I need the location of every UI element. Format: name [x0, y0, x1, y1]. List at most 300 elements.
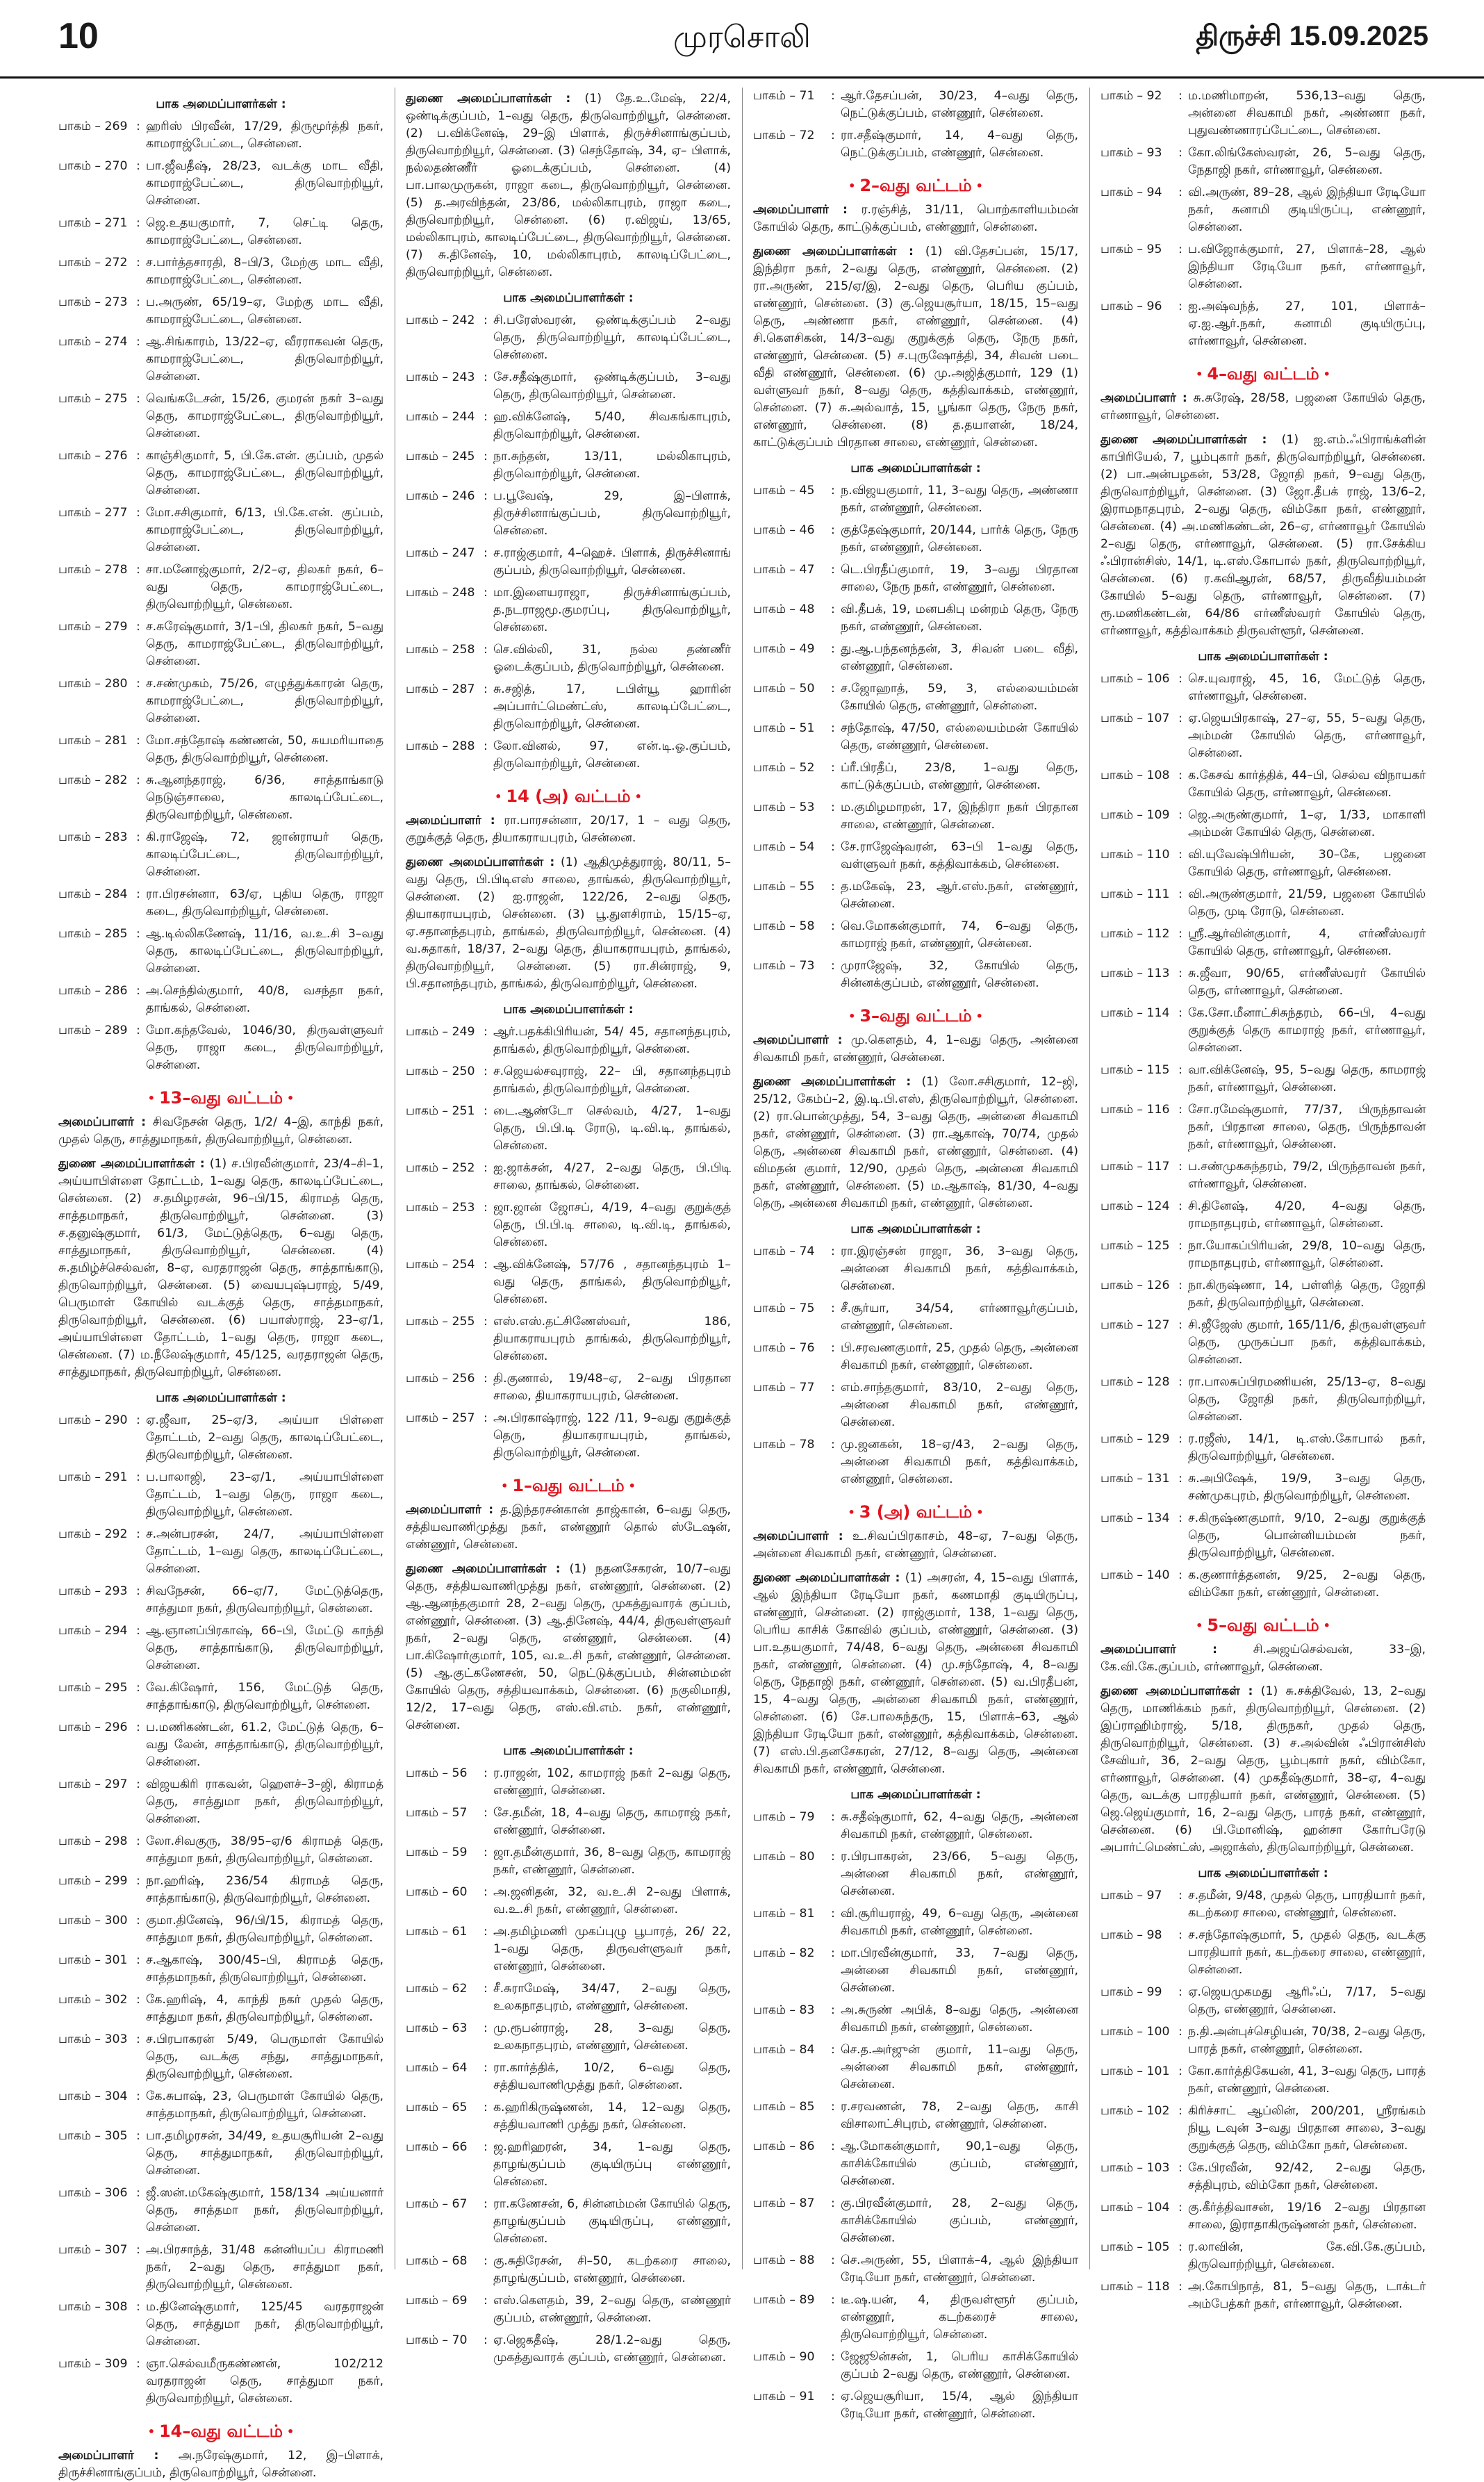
- separator: :: [1178, 1318, 1182, 1332]
- role-details: உ.சிவப்பிரகாசம், 48–ஏ, 7–வது தெரு, அன்னை சிவகாமி நகர், எண்ணூர், சென்னை.: [753, 1529, 1078, 1561]
- booth-number: பாகம் – 271: [58, 216, 128, 230]
- separator: :: [484, 1315, 488, 1329]
- booth-number: பாகம் – 74: [753, 1244, 815, 1258]
- booth-entry: [753, 878, 1078, 913]
- booth-entry: [1100, 710, 1426, 762]
- booth-number: பாகம் – 86: [753, 2139, 815, 2153]
- booth-organiser: மு.ரூபன்ராஜ், 28, 3–வது தெரு, உலகநாதபுரம், எண்ணூர், சென்னை.: [493, 2021, 731, 2053]
- subsection-heading: பாக அமைப்பாளர்கள் :: [850, 461, 981, 475]
- role-label: துணை அமைப்பாளர்கள் :: [1100, 433, 1267, 447]
- booth-entry: [406, 1765, 731, 1800]
- booth-number: பாகம் – 97: [1100, 1889, 1162, 1902]
- role-label: துணை அமைப்பாளர்கள் :: [753, 1571, 900, 1585]
- booth-number: பாகம் – 81: [753, 1907, 815, 1921]
- booth-entry: [58, 2128, 384, 2180]
- separator: :: [1178, 1568, 1182, 1582]
- booth-organiser: ப.விஜோக்குமார், 27, பிளாக்–28, ஆல் இந்தியா ரேடியோ நகர், எர்ணாவூர், சென்னை.: [1188, 243, 1426, 291]
- booth-organiser: ரா.கார்த்திக், 10/2, 6–வது தெரு, சத்தியவாணிமுத்து நகர், சென்னை.: [493, 2061, 731, 2092]
- booth-entry: [753, 561, 1078, 596]
- separator: :: [136, 1681, 140, 1695]
- booth-number: பாகம் – 45: [753, 484, 815, 498]
- booth-organiser: சு.அபிஷேக், 19/9, 3–வது தெரு, சண்முகபுரம், திருவொற்றியூர், சென்னை.: [1188, 1472, 1426, 1503]
- separator: :: [1178, 1006, 1182, 1020]
- booth-entry: [406, 1844, 731, 1879]
- booth-entry: [406, 584, 731, 636]
- booth-entry: [1100, 2278, 1426, 2313]
- booth-number: பாகம் – 258: [406, 643, 475, 657]
- booth-organiser: ச.சண்முகம், 75/26, எழுத்துக்காரன் தெரு, காமராஜ்பேட்டை, திருவொற்றியூர், சென்னை.: [146, 677, 384, 725]
- booth-organiser: சு.ஆனந்தராஜ், 6/36, சாத்தாங்காடு நெடுஞ்சாலை, காலடிப்பேட்டை, திருவொற்றியூர், சென்னை.: [146, 773, 384, 822]
- separator: :: [136, 1584, 140, 1598]
- booth-entry: [1100, 807, 1426, 841]
- booth-entry: [753, 2002, 1078, 2037]
- separator: :: [136, 2243, 140, 2257]
- booth-organiser: மா.இளையராஜா, திருச்சினாங்குப்பம், த.நடராஜமூ.குமரப்பு, திருவொற்றியூர், சென்னை.: [493, 586, 731, 634]
- organiser-paragraph: [753, 1570, 1078, 1778]
- role-label: துணை அமைப்பாளர்கள் :: [406, 92, 571, 106]
- booth-entry: [753, 1300, 1078, 1335]
- booth-organiser: அ.கோபிநாத், 81, 5–வது தெரு, டாக்டர் அம்பேத்கர் நகர், எர்ணாவூர், சென்னை.: [1188, 2280, 1426, 2311]
- booth-organiser: நா.கிருஷ்ணா, 14, பள்ளித் தெரு, ஜோதி நகர், திருவொற்றியூர், சென்னை.: [1188, 1279, 1426, 1310]
- separator: :: [831, 642, 835, 656]
- booth-organiser: ப.சண்முகசுந்தரம், 79/2, பிருந்தாவன் நகர், எர்ணாவூர், சென்னை.: [1188, 1160, 1426, 1191]
- booth-organiser: மோ.கந்தவேல், 1046/30, திருவள்ளுவர் தெரு, ராஜா கடை, திருவொற்றியூர், சென்னை.: [146, 1024, 384, 1072]
- booth-number: பாகம் – 83: [753, 2003, 815, 2017]
- booth-number: பாகம் – 245: [406, 450, 475, 463]
- booth-number: பாகம் – 307: [58, 2243, 128, 2257]
- column-divider: [742, 88, 743, 2269]
- booth-entry: [1100, 1101, 1426, 1153]
- booth-organiser: கே.பிரவீன், 92/42, 2–வது தெரு, சத்திபுரம், விம்கோ நகர், சென்னை.: [1188, 2161, 1426, 2192]
- booth-organiser: மா.பிரவீன்குமார், 33, 7–வது தெரு, அன்னை சிவகாமி நகர், எண்ணூர், சென்னை.: [841, 1946, 1078, 1995]
- booth-entry: [753, 2041, 1078, 2094]
- column-2: [406, 88, 732, 2365]
- booth-organiser: மு.ஜனகன், 18–ஏ/43, 2–வது தெரு, அன்னை சிவகாமி நகர், கத்திவாக்கம், எண்ணூர், சென்னை.: [841, 1438, 1078, 1486]
- booth-entry: [58, 2031, 384, 2083]
- booth-number: பாகம் – 297: [58, 1777, 128, 1791]
- separator: :: [484, 682, 488, 696]
- booth-organiser: ம.குமிழமாறன், 17, இந்திரா நகர் பிரதான சாலை, எண்ணூர், சென்னை.: [841, 800, 1078, 832]
- separator: :: [136, 1720, 140, 1734]
- booth-entry: [58, 886, 384, 921]
- booth-number: பாகம் – 304: [58, 2089, 128, 2103]
- organiser-paragraph: [1100, 1641, 1426, 1676]
- role-label: அமைப்பாளர் :: [406, 814, 495, 828]
- booth-number: பாகம் – 124: [1100, 1199, 1170, 1213]
- booth-organiser: த.மகேஷ், 23, ஆர்.எஸ்.நகர், எண்ணூர், சென்னை.: [841, 880, 1078, 911]
- organiser-paragraph: [753, 1032, 1078, 1067]
- booth-organiser: நா.ஹரிஷ், 236/54 கிராமத் தெரு, சாத்தாங்காடு, திருவொற்றியூர், சென்னை.: [146, 1874, 384, 1905]
- booth-entry: [1100, 2199, 1426, 2234]
- booth-number: பாகம் – 85: [753, 2100, 815, 2114]
- booth-organiser: க.குணார்த்தனன், 9/25, 2–வது தெரு, விம்கோ நகர், எண்ணூர், சென்னை.: [1188, 1568, 1426, 1600]
- booth-entry: [58, 1469, 384, 1521]
- booth-entry: [406, 738, 731, 773]
- booth-organiser: ம.மணிமாறன், 536,13–வது தெரு, அன்னை சிவகாமி நகர், அண்ணா நகர், புதுவண்ணாரப்பேட்டை, சென்னை.: [1188, 89, 1426, 138]
- booth-number: பாகம் – 280: [58, 677, 128, 691]
- booth-number: பாகம் – 77: [753, 1381, 815, 1395]
- subsection-heading: பாக அமைப்பாளர்கள் :: [503, 1003, 634, 1017]
- booth-number: பாகம் – 103: [1100, 2161, 1170, 2175]
- role-details: அ.நரேஷ்குமார், 12, இ–பிளாக், திருச்சினாங்குப்பம், திருவொற்றியூர், சென்னை.: [58, 2449, 384, 2480]
- booth-number: பாகம் – 256: [406, 1372, 475, 1386]
- separator: :: [1178, 1199, 1182, 1213]
- booth-number: பாகம் – 301: [58, 1953, 128, 1967]
- booth-number: பாகம் – 105: [1100, 2240, 1170, 2254]
- booth-organiser: அ.பிரகாஷ்ராஜ், 122 /11, 9–வது குறுக்குத் தெரு, தியாகராயபுரம், தாங்கல், திருவொற்றியூர், சென்னை.: [493, 1411, 731, 1460]
- booth-entry: [406, 2332, 731, 2367]
- separator: :: [136, 335, 140, 349]
- booth-entry: [406, 1160, 731, 1194]
- role-details: மு.கௌதம், 4, 1–வது தெரு, அன்னை சிவகாமி நகர், எண்ணூர், சென்னை.: [753, 1033, 1078, 1065]
- role-label: அமைப்பாளர் :: [1100, 1643, 1217, 1657]
- booth-organiser: டீ.ஷ.யன், 4, திருவள்ளூர் குப்பம், எண்ணூர், கடற்கரைச் சாலை, திருவொற்றியூர், சென்னை.: [841, 2293, 1078, 2342]
- separator: :: [1178, 146, 1182, 160]
- booth-organiser: கோ.கார்த்திகேயன், 41, 3–வது தெரு, பாரத் நகர், எண்ணூர், சென்னை.: [1188, 2064, 1426, 2096]
- booth-entry: [753, 2292, 1078, 2344]
- separator: :: [136, 830, 140, 844]
- booth-entry: [406, 2292, 731, 2327]
- booth-organiser: து.ஆ.பந்தனந்தன், 3, சிவன் படை வீதி, எண்ணூர், சென்னை.: [841, 642, 1078, 673]
- booth-organiser: கு.சுதிரேசன், சி–50, கடற்கரை சாலை, தாழங்குப்பம், எண்ணூர், சென்னை.: [493, 2254, 731, 2285]
- separator: :: [831, 1907, 835, 1921]
- booth-number: பாகம் – 95: [1100, 243, 1162, 256]
- booth-organiser: அ.தமிழ்மணி முகப்புழு பூபாரத், 26/ 22, 1–வது தெரு, திருவள்ளுவர் நகர், எண்ணூர், சென்னை.: [493, 1925, 731, 1973]
- booth-number: பாகம் – 279: [58, 620, 128, 634]
- booth-organiser: சு.சதீஷ்குமார், 62, 4–வது தெரு, அன்னை சிவகாமி நகர், எண்ணூர், சென்னை.: [841, 1810, 1078, 1841]
- separator: :: [484, 739, 488, 753]
- separator: :: [136, 392, 140, 406]
- separator: :: [831, 563, 835, 577]
- organiser-paragraph: [406, 812, 731, 847]
- booth-number: பாகம் – 58: [753, 919, 815, 933]
- booth-organiser: ஐ.அஷ்வந்த், 27, 101, பிளாக்–ஏ.ஐ.ஆர்.நகர், சுனாமி குடியிருப்பு, எர்ணாவூர், சென்னை.: [1188, 299, 1426, 348]
- booth-entry: [753, 958, 1078, 992]
- booth-entry: [406, 2099, 731, 2134]
- separator: :: [484, 410, 488, 424]
- separator: :: [136, 984, 140, 998]
- separator: :: [1178, 1928, 1182, 1942]
- booth-number: பாகம் – 110: [1100, 848, 1170, 862]
- booth-entry: [58, 1912, 384, 1947]
- booth-entry: [58, 1526, 384, 1578]
- booth-entry: [1100, 1198, 1426, 1233]
- separator: :: [1178, 967, 1182, 980]
- booth-organiser: ஆர்.பதக்கிபிரியன், 54/ 45, சதானந்தபுரம், தாங்கல், திருவொற்றியூர், சென்னை.: [493, 1025, 731, 1056]
- booth-organiser: கே.சோ.மீனாட்சிசுந்தரம், 66–பி, 4–வது குறுக்குத் தெரு காமராஜ் நகர், எர்ணாவூர், சென்னை.: [1188, 1006, 1426, 1055]
- booth-entry: [753, 2195, 1078, 2247]
- booth-organiser: ச.சந்தோஷ்குமார், 5, முதல் தெரு, வடக்கு பாரதியார் நகர், கடற்கரை சாலை, எண்ணூர், சென்னை.: [1188, 1928, 1426, 1977]
- booth-organiser: சீ.சூர்யா, 34/54, எர்ணாவூர்குப்பம், எண்ணூர், சென்னை.: [841, 1301, 1078, 1333]
- booth-entry: [1100, 671, 1426, 705]
- booth-number: பாகம் – 274: [58, 335, 128, 349]
- booth-organiser: டெ.பிரதீப்குமார், 19, 3–வது பிரதான சாலை, நேரு நகர், எண்ணூர், சென்னை.: [841, 563, 1078, 594]
- booth-entry: [58, 1412, 384, 1464]
- booth-number: பாகம் – 84: [753, 2043, 815, 2057]
- separator: :: [136, 2089, 140, 2103]
- booth-number: பாகம் – 50: [753, 682, 815, 696]
- booth-number: பாகம் – 140: [1100, 1568, 1170, 1582]
- booth-entry: [58, 1679, 384, 1714]
- separator: :: [1178, 89, 1182, 103]
- separator: :: [484, 370, 488, 384]
- separator: :: [136, 887, 140, 901]
- booth-entry: [58, 294, 384, 329]
- booth-number: பாகம் – 82: [753, 1946, 815, 1960]
- booth-number: பாகம் – 251: [406, 1104, 475, 1118]
- subsection-heading: பாக அமைப்பாளர்கள் :: [1198, 650, 1328, 664]
- separator: :: [484, 450, 488, 463]
- booth-number: பாகம் – 285: [58, 927, 128, 941]
- role-label: துணை அமைப்பாளர்கள் :: [406, 855, 555, 869]
- ward-heading: • 14–வது வட்டம் •: [58, 2420, 384, 2443]
- booth-number: பாகம் – 276: [58, 449, 128, 463]
- booth-entry: [406, 1410, 731, 1462]
- booth-entry: [58, 1833, 384, 1868]
- booth-organiser: ஜேஜூன்சன், 1, பெரிய காசிக்கோயில் குப்பம் 2–வது தெரு, எண்ணூர், சென்னை.: [841, 2350, 1078, 2381]
- booth-entry: [1100, 1887, 1426, 1922]
- booth-entry: [406, 2060, 731, 2094]
- booth-number: பாகம் – 288: [406, 739, 475, 753]
- booth-entry: [1100, 1567, 1426, 1602]
- separator: :: [1178, 769, 1182, 782]
- booth-entry: [753, 1848, 1078, 1900]
- booth-number: பாகம் – 305: [58, 2129, 128, 2143]
- separator: :: [831, 602, 835, 616]
- booth-number: பாகம் – 76: [753, 1341, 815, 1355]
- booth-number: பாகம் – 292: [58, 1527, 128, 1541]
- separator: :: [484, 1161, 488, 1175]
- separator: :: [484, 313, 488, 327]
- booth-organiser: வி.அருண்குமார், 21/59, பஜனை கோயில் தெரு, முடி ரோடு, சென்னை.: [1188, 887, 1426, 919]
- booth-organiser: ஹ.விக்னேஷ், 5/40, சிவகங்காபுரம், திருவொற்றியூர், சென்னை.: [493, 410, 731, 441]
- booth-number: பாகம் – 128: [1100, 1375, 1170, 1389]
- booth-entry: [1100, 2239, 1426, 2274]
- booth-organiser: ந.விஜயகுமார், 11, 3–வது தெரு, அண்ணா நகர், எண்ணூர், சென்னை.: [841, 484, 1078, 515]
- booth-number: பாகம் – 75: [753, 1301, 815, 1315]
- separator: :: [484, 1846, 488, 1859]
- booth-entry: [406, 1805, 731, 1839]
- booth-organiser: அ.ஜனிதன், 32, வ.உ.சி 2–வது பிளாக், வ.உ.சி நகர், எண்ணூர், சென்னை.: [493, 1885, 731, 1916]
- role-label: துணை அமைப்பாளர்கள் :: [406, 1562, 561, 1576]
- booth-entry: [1100, 298, 1426, 350]
- booth-organiser: ஏ.ஜீவா, 25–ஏ/3, அய்யா பிள்ளை தோட்டம், 2–வது தெரு, காலடிப்பேட்டை, திருவொற்றியூர், சென்னை.: [146, 1413, 384, 1462]
- booth-organiser: தி.குணால், 19/48–ஏ, 2–வது பிரதான சாலை, தியாகராயபுரம், சென்னை.: [493, 1372, 731, 1403]
- booth-number: பாகம் – 114: [1100, 1006, 1170, 1020]
- booth-entry: [753, 2098, 1078, 2133]
- booth-entry: [58, 215, 384, 249]
- booth-number: பாகம் – 303: [58, 2032, 128, 2046]
- booth-number: பாகம் – 47: [753, 563, 815, 577]
- booth-number: பாகம் – 294: [58, 1624, 128, 1638]
- booth-organiser: ர.ராஜன், 102, காமராஜ் நகர் 2–வது தெரு, எண்ணூர், சென்னை.: [493, 1766, 731, 1798]
- separator: :: [136, 120, 140, 133]
- booth-organiser: சு.ஜீவா, 90/65, எர்ணீஸ்வரர் கோயில் தெரு, எர்ணாவூர், சென்னை.: [1188, 967, 1426, 998]
- booth-number: பாகம் – 88: [753, 2253, 815, 2267]
- booth-entry: [753, 799, 1078, 834]
- booth-entry: [58, 1622, 384, 1675]
- separator: :: [484, 1982, 488, 1996]
- booth-number: பாகம் – 62: [406, 1982, 468, 1996]
- role-details: (1) ச.பிரவீன்குமார், 23/4–சி–1, அய்யாபிள்ளை தோட்டம், 1–வது தெரு, காலடிப்பேட்டை, சென்னை. (2) ச.தமிழரசன், 96–பி/15, கிராமத் தெரு, சாத்தமாநகர், திருவொற்றியூர், சென்னை. (3) ச.தனுஷ்குமார், 61/3, மேட்டுத்தெரு, 6–வது தெரு, சாத்துமாநகர், திருவொற்றியூர், சென்னை. (4) சு.தமிழ்ச்செல்வன், 8–ஏ, வரதராஜன் தெரு, சாத்தாங்காடு, திருவொற்றியூர், சென்னை. (5) வையபுஷ்பராஜ், 5/49, பெருமாள் கோயில் வடக்குத் தெரு, சாத்தமாநகர், திருவொற்றியூர், சென்னை. (6) பயாஸ்ராஜ், 23–ஏ/1, அய்யாபிள்ளை தோட்டம், 1–வது தெரு, ராஜா கடை, சென்னை. (7) ம.நீலேஷ்குமார், 45/125, வரதராஜன் தெரு, சாத்துமாநகர், திருவொற்றியூர், சென்னை.: [58, 1157, 384, 1379]
- booth-entry: [753, 1340, 1078, 1374]
- booth-organiser: வெங்கடேசன், 15/26, குமரன் நகர் 3–வது தெரு, காமராஜ்பேட்டை, திருவொற்றியூர், சென்னை.: [146, 392, 384, 441]
- separator: :: [831, 2043, 835, 2057]
- booth-organiser: ப.மணிகண்டன், 61.2, மேட்டுத் தெரு, 6–வது லேன், சாத்தாங்காடு, திருவொற்றியூர், சென்னை.: [146, 1720, 384, 1769]
- booth-organiser: சே.ராஜேஷ்வரன், 63–பி 1–வது தெரு, வள்ளுவர் நகர், கத்திவாக்கம், சென்னை.: [841, 840, 1078, 871]
- separator: :: [831, 2390, 835, 2403]
- separator: :: [1178, 1239, 1182, 1253]
- ward-heading: • 4–வது வட்டம் •: [1100, 363, 1426, 386]
- booth-entry: [1100, 965, 1426, 1000]
- booth-number: பாகம் – 296: [58, 1720, 128, 1734]
- booth-organiser: சீ.சுராமேஷ், 34/47, 2–வது தெரு, உலகநாதபுரம், எண்ணூர், சென்னை.: [493, 1982, 731, 2013]
- separator: :: [1178, 1432, 1182, 1446]
- booth-organiser: ர.லாவின், கே.வி.கே.குப்பம், திருவொற்றியூர், சென்னை.: [1188, 2240, 1426, 2271]
- booth-entry: [753, 759, 1078, 794]
- separator: :: [1178, 848, 1182, 862]
- separator: :: [1178, 2161, 1182, 2175]
- column-divider: [1089, 88, 1090, 2269]
- booth-organiser: கே.சுபாஷ், 23, பெருமாள் கோயில் தெரு, சாத்தமாநகர், திருவொற்றியூர், சென்னை.: [146, 2089, 384, 2121]
- role-details: (1) அசரன், 4, 15–வது பிளாக், ஆல் இந்தியா ரேடியோ நகர், கணமாதி குடியிருப்பு, எண்ணூர், சென்னை. (2) ராஜ்குமார், 138, 1–வது தெரு, பெரிய காசிக் கோவில் குப்பம், எண்ணூர், சென்னை. (3) பா.உதயகுமார், 74/48, 6–வது தெரு, அன்னை சிவகாமி நகர், எண்ணூர், சென்னை. (4) மு.சந்தோஷ், 4, 8–வது தெரு, நேதாஜி நகர், எண்ணூர், சென்னை. (5) வ.பிரதீபன், 15, 4–வது தெரு, அன்னை சிவகாமி நகர், எண்ணூர், சென்னை. (6) சே.பாலசுந்தரு, 15, பிளாக்–63, ஆல் இந்தியா ரேடியோ நகர், எண்ணூர், கத்திவாக்கம், சென்னை. (7) எஸ்.பி.தனசேகரன், 27/12, 8–வது தெரு, அன்னை சிவகாமி நகர், எண்ணூர், சென்னை.: [753, 1571, 1078, 1776]
- role-label: அமைப்பாளர் :: [58, 2449, 159, 2463]
- separator: :: [1178, 927, 1182, 941]
- booth-organiser: குமா.தினேஷ், 96/பி/15, கிராமத் தெரு, சாத்துமா நகர், திருவொற்றியூர், சென்னை.: [146, 1914, 384, 1945]
- column-1: [58, 88, 384, 2480]
- separator: :: [831, 1438, 835, 1452]
- separator: :: [831, 761, 835, 775]
- booth-entry: [1100, 846, 1426, 881]
- booth-number: பாகம் – 272: [58, 256, 128, 270]
- booth-number: பாகம் – 254: [406, 1258, 475, 1272]
- separator: :: [831, 2293, 835, 2307]
- role-label: துணை அமைப்பாளர்கள் :: [753, 245, 914, 258]
- booth-number: பாகம் – 308: [58, 2300, 128, 2314]
- booth-entry: [753, 2349, 1078, 2383]
- booth-organiser: ர.பிரபாகரன், 23/66, 5–வது தெரு, அன்னை சிவகாமி நகர், எண்ணூர், சென்னை.: [841, 1850, 1078, 1898]
- booth-organiser: ஏ.ஜெகதீஷ், 28/1.2–வது தெரு, முகத்துவாரக் குப்பம், எண்ணூர், சென்னை.: [493, 2333, 731, 2365]
- booth-entry: [58, 334, 384, 386]
- separator: :: [136, 159, 140, 173]
- role-label: அமைப்பாளர் :: [1100, 391, 1187, 405]
- booth-number: பாகம் – 108: [1100, 769, 1170, 782]
- booth-organiser: ந.தி.அன்புச்செழியன், 70/38, 2–வது தெரு, பாரத் நகர், எண்ணூர், சென்னை.: [1188, 2025, 1426, 2056]
- separator: :: [484, 643, 488, 657]
- separator: :: [484, 1104, 488, 1118]
- booth-organiser: சே.தமீன், 18, 4–வது தெரு, காமராஜ் நகர், எண்ணூர், சென்னை.: [493, 1806, 731, 1837]
- booth-number: பாகம் – 68: [406, 2254, 468, 2268]
- booth-organiser: எஸ்.எஸ்.தட்சிணேஸ்வர், 186, தியாகராயபுரம் தாங்கல், திருவொற்றியூர், சென்னை.: [493, 1315, 731, 1363]
- edition-dateline: திருச்சி 15.09.2025: [1196, 21, 1428, 51]
- booth-number: பாகம் – 53: [753, 800, 815, 814]
- separator: :: [484, 2101, 488, 2114]
- booth-organiser: ஜீ.ஸன்.மகேஷ்குமார், 158/134 அய்யனார் தெரு, சாத்தமா நகர், திருவொற்றியூர், சென்னை.: [146, 2186, 384, 2235]
- separator: :: [136, 1834, 140, 1848]
- separator: :: [1178, 2064, 1182, 2078]
- separator: :: [1178, 1472, 1182, 1486]
- booth-entry: [1100, 1431, 1426, 1465]
- booth-number: பாகம் – 299: [58, 1874, 128, 1888]
- booth-organiser: ரா.பிரசன்னா, 63/ஏ, புதிய தெரு, ராஜா கடை, திருவொற்றியூர், சென்னை.: [146, 887, 384, 919]
- booth-entry: [406, 369, 731, 404]
- booth-entry: [58, 618, 384, 671]
- booth-organiser: காஞ்சிகுமார், 5, பி.கே.என். குப்பம், முதல் தெரு, காமராஜ்பேட்டை, திருவொற்றியூர், சென்னை.: [146, 449, 384, 498]
- booth-organiser: ச.பிரபாகரன் 5/49, பெருமாள் கோயில் தெரு, வடக்கு சந்து, சாத்துமாநகர், திருவொற்றியூர், சென்னை.: [146, 2032, 384, 2081]
- booth-number: பாகம் – 306: [58, 2186, 128, 2200]
- separator: :: [136, 2186, 140, 2200]
- booth-number: பாகம் – 134: [1100, 1511, 1170, 1525]
- subsection-heading: பாக அமைப்பாளர்கள் :: [850, 1222, 981, 1236]
- booth-entry: [753, 482, 1078, 517]
- booth-organiser: செ.வில்லி, 31, நல்ல தண்ணீர் ஓடைக்குப்பம், திருவொற்றியூர், சென்னை.: [493, 643, 731, 674]
- booth-number: பாகம் – 125: [1100, 1239, 1170, 1253]
- booth-entry: [753, 2252, 1078, 2287]
- page-number: 10: [58, 16, 99, 56]
- booth-entry: [58, 158, 384, 210]
- role-details: (1) லோ.சசிகுமார், 12–ஜி, 25/12, கேம்ப்–2, இ.டி.பி.எஸ், திருவொற்றியூர், சென்னை. (2) ரா.பொன்முத்து, 54, 3–வது தெரு, அன்னை சிவகாமி நகர், எண்ணூர், சென்னை. (3) ரா.ஆகாஷ், 70/74, முதல் தெரு, அன்னை சிவகாமி நகர், எண்ணூர், சென்னை. (4) விமதன் குமார், 12/90, முதல் தெரு, அன்னை சிவகாமி நகர், எண்ணூர், சென்னை. (5) ம.ஆகாஷ், 81/30, 4–வது தெரு, அன்னை சிவகாமி நகர், எண்ணூர், சென்னை.: [753, 1075, 1078, 1210]
- booth-number: பாகம் – 278: [58, 563, 128, 577]
- booth-organiser: பி.சரவணகுமார், 25, முதல் தெரு, அன்னை சிவகாமி நகர், எண்ணூர், சென்னை.: [841, 1341, 1078, 1372]
- ward-heading: • 14 (அ) வட்டம் •: [406, 785, 731, 808]
- separator: :: [484, 546, 488, 560]
- separator: :: [831, 523, 835, 537]
- booth-number: பாகம் – 102: [1100, 2104, 1170, 2118]
- separator: :: [831, 1381, 835, 1395]
- role-label: துணை அமைப்பாளர்கள் :: [58, 1157, 205, 1171]
- booth-organiser: ச.ஆகாஷ், 300/45–பி, கிராமத் தெரு, சாத்தமாநகர், திருவொற்றியூர், சென்னை.: [146, 1953, 384, 1984]
- booth-organiser: பா.ஜீவதீஷ், 28/23, வடக்கு மாட வீதி, காமராஜ்பேட்டை, திருவொற்றியூர், சென்னை.: [146, 159, 384, 208]
- booth-organiser: சோ.ரமேஷ்குமார், 77/37, பிருந்தாவன் நகர், பிரதான சாலை, தெரு, பிருந்தாவன் நகர், எர்ணாவூர், சென்னை.: [1188, 1103, 1426, 1151]
- booth-organiser: ஆ.விக்னேஷ், 57/76 , சதானந்தபுரம் 1–வது தெரு, தாங்கல், திருவொற்றியூர், சென்னை.: [493, 1258, 731, 1306]
- booth-number: பாகம் – 250: [406, 1065, 475, 1078]
- booth-entry: [753, 680, 1078, 715]
- booth-number: பாகம் – 270: [58, 159, 128, 173]
- booth-organiser: லோ.சிவகுரு, 38/95–ஏ/6 கிராமத் தெரு, சாத்துமா நகர், திருவொற்றியூர், சென்னை.: [146, 1834, 384, 1866]
- booth-number: பாகம் – 65: [406, 2101, 468, 2114]
- booth-organiser: கோ.லிங்கேஸ்வரன், 26, 5–வது தெரு, நேதாஜி நகர், எர்ணாவூர், சென்னை.: [1188, 146, 1426, 177]
- organiser-paragraph: [406, 90, 731, 281]
- booth-number: பாகம் – 113: [1100, 967, 1170, 980]
- separator: :: [484, 586, 488, 600]
- organiser-paragraph: [58, 2447, 384, 2482]
- booth-number: பாகம் – 90: [753, 2350, 815, 2364]
- booth-entry: [58, 1022, 384, 1074]
- separator: :: [484, 1372, 488, 1386]
- booth-number: பாகம் – 277: [58, 506, 128, 520]
- booth-entry: [753, 2138, 1078, 2190]
- separator: :: [1178, 243, 1182, 256]
- booth-number: பாகம் – 242: [406, 313, 475, 327]
- booth-entry: [753, 1945, 1078, 1997]
- organiser-paragraph: [406, 854, 731, 993]
- booth-organiser: ஆ.சிங்காரம், 13/22–ஏ, வீரராகவன் தெரு, காமராஜ்பேட்டை, திருவொற்றியூர், சென்னை.: [146, 335, 384, 384]
- organiser-paragraph: [58, 1156, 384, 1381]
- booth-entry: [58, 1776, 384, 1828]
- separator: :: [831, 919, 835, 933]
- booth-organiser: ஜா.தமீன்குமார், 36, 8–வது தெரு, காமராஜ் நகர், எண்ணூர், சென்னை.: [493, 1846, 731, 1877]
- separator: :: [1178, 2240, 1182, 2254]
- organiser-paragraph: [753, 1074, 1078, 1213]
- booth-number: பாகம் – 79: [753, 1810, 815, 1824]
- booth-organiser: சந்தோஷ், 47/50, எல்லையம்மன் கோயில் தெரு, எண்ணூர், சென்னை.: [841, 721, 1078, 753]
- separator: :: [136, 449, 140, 463]
- booth-entry: [1100, 1062, 1426, 1096]
- role-details: (1) நதனசேகரன், 10/7–வது தெரு, சத்தியவாணிமுத்து நகர், எண்ணூர், சென்னை. (2) ஆ.ஆனந்தகுமார் 28, 2–வது தெரு, முகத்துவாரக் குப்பம், எண்ணூர், சென்னை. (3) ஆ.தினேஷ், 44/4, திருவள்ளுவர் நகர், 2–வது தெரு, எண்ணூர், சென்னை. (4) பா.கிஷோர்குமார், 105, வ.உ.சி நகர், எண்ணூர், சென்னை. (5) ஆ.குட்கணேசன், 50, நெட்டுக்குப்பம், சின்னம்மன் கோயில் தெரு, சத்தியவாக்கம், சென்னை. (6) நகுலிமாதி, 12/2, 17–வது தெரு, எஸ்.வி.எம். நகர், எண்ணூர், சென்னை.: [406, 1562, 731, 1732]
- booth-entry: [1100, 1005, 1426, 1057]
- booth-number: பாகம் – 246: [406, 489, 475, 503]
- masthead: [0, 0, 1484, 79]
